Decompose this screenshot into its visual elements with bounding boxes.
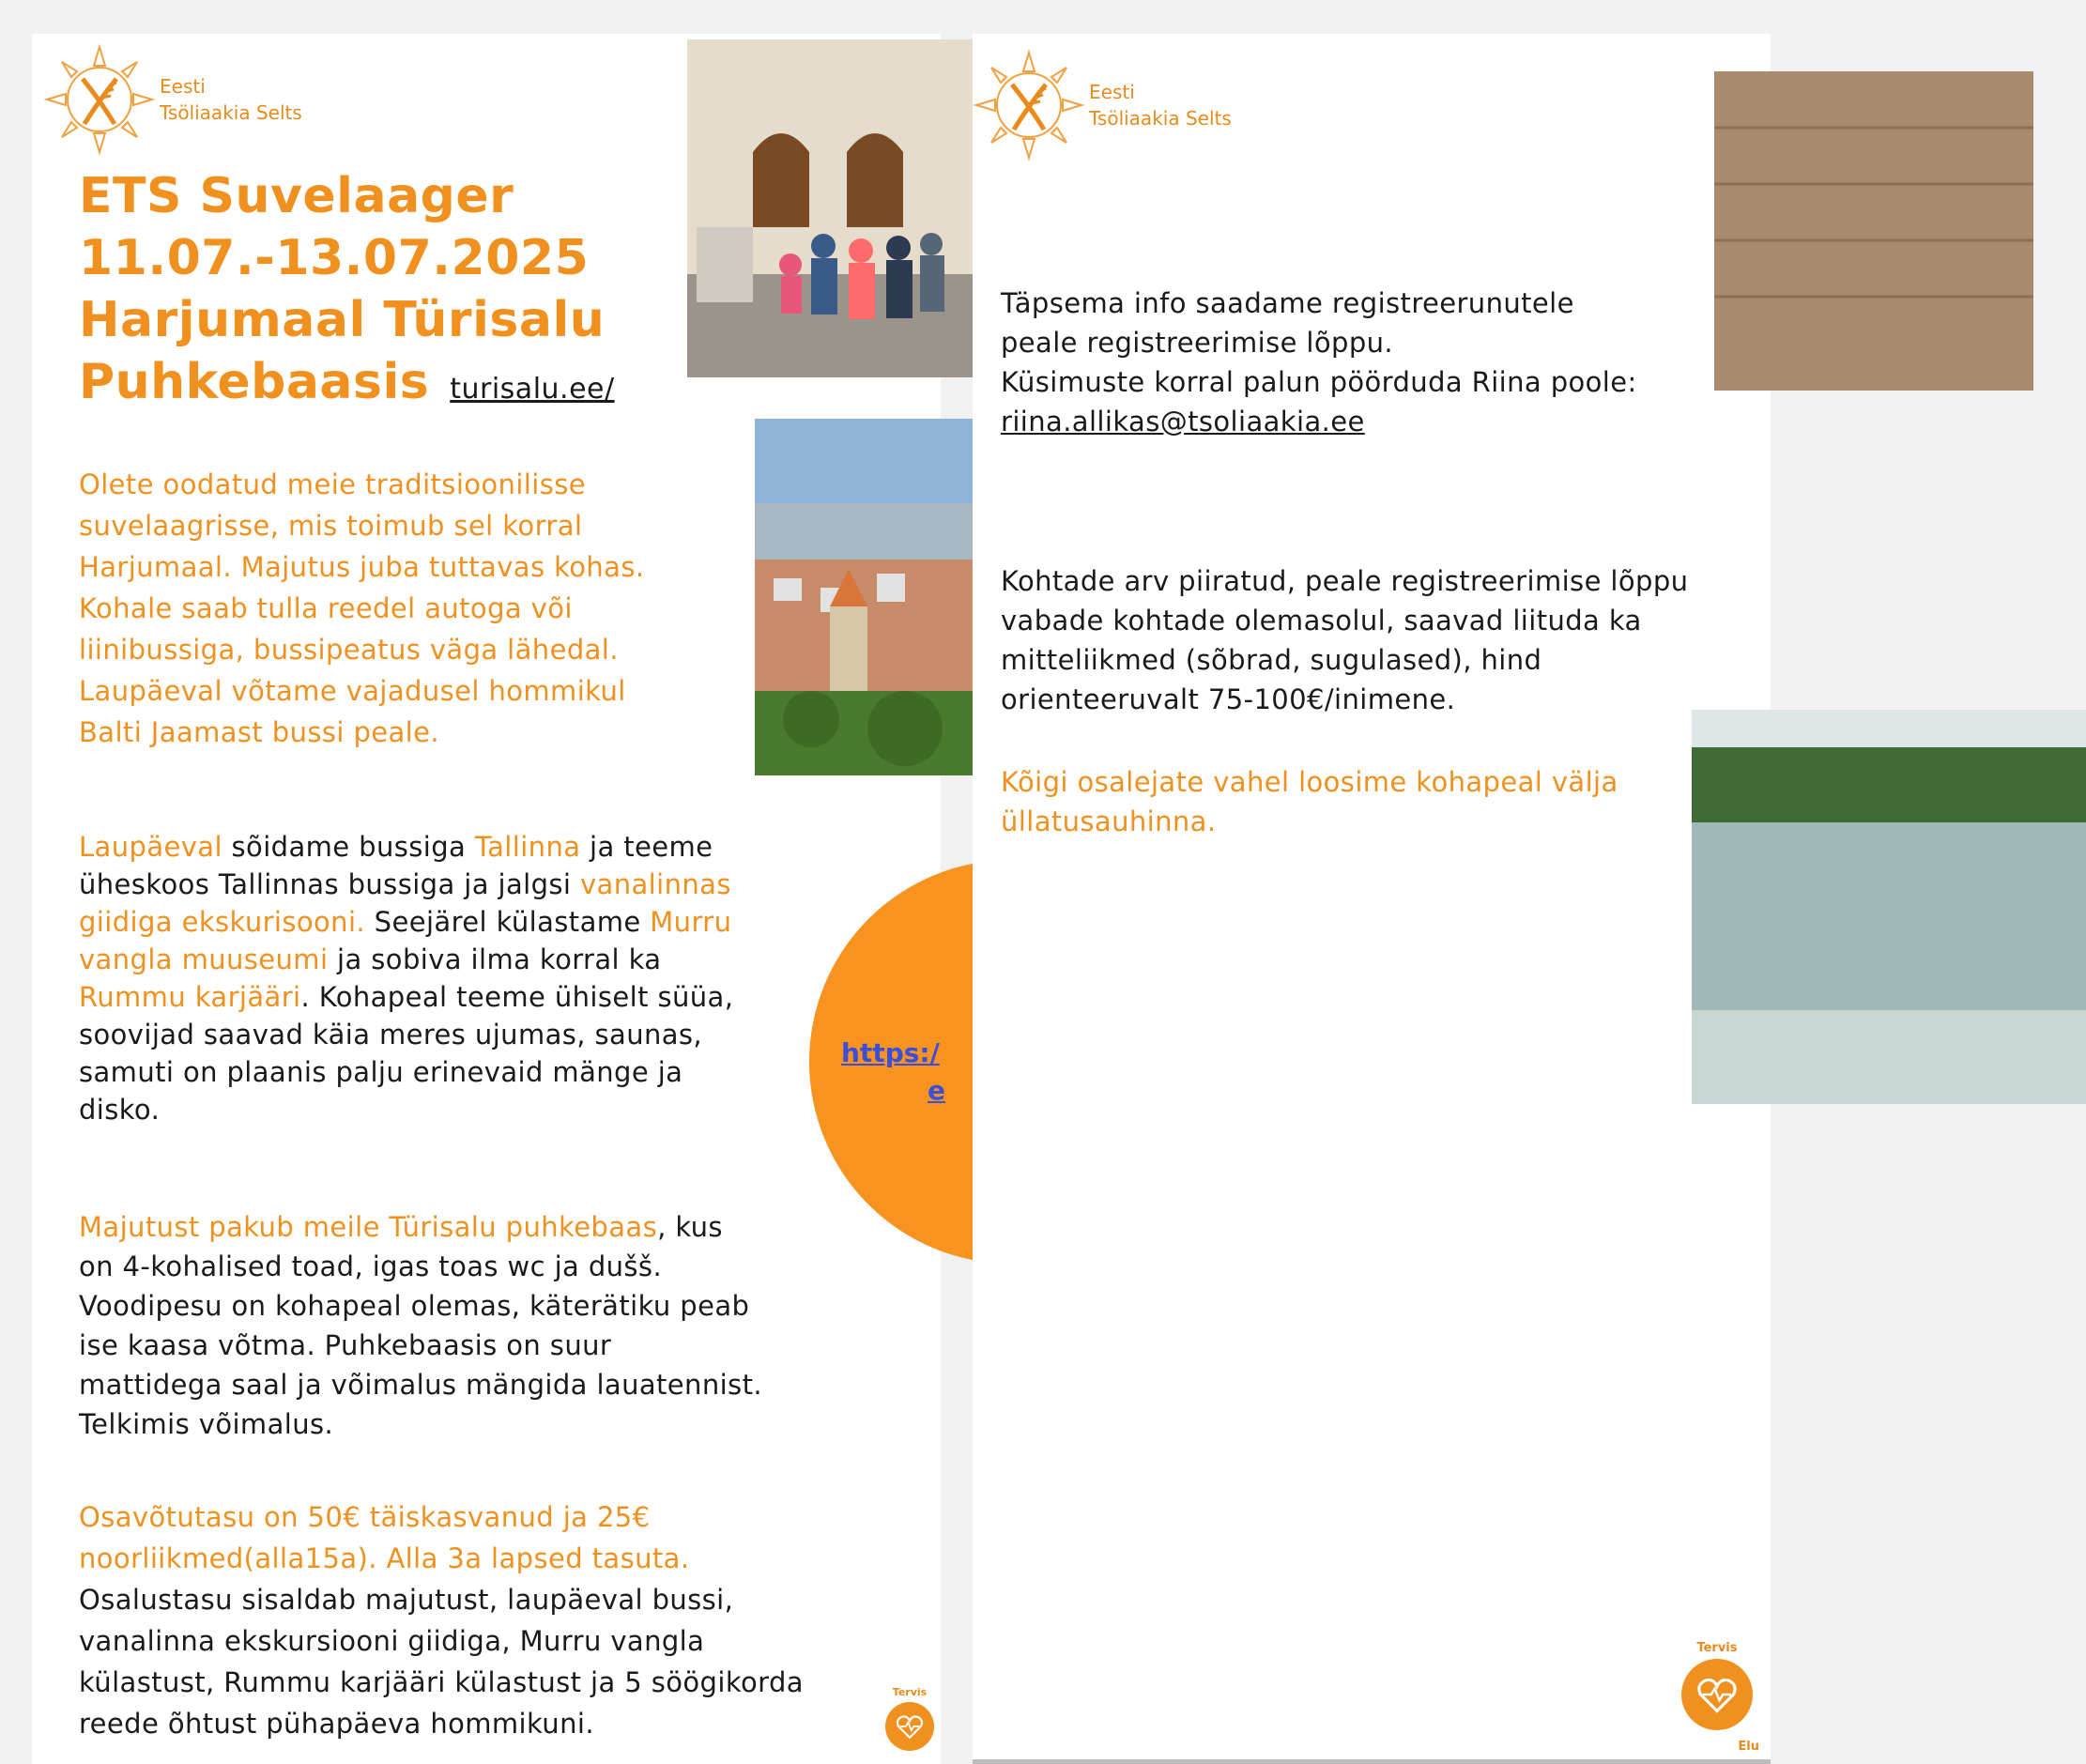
fee-detail-line: külastust, Rummu karjääri külastust ja 5 söögikorda: [79, 1666, 804, 1698]
title-line-1: ETS Suvelaager: [79, 168, 514, 224]
body-text: on 4-kohalised toad, igas toas wc ja dušš.: [79, 1250, 663, 1282]
info-line: Täpsema info saadame registreerunutele: [1001, 287, 1574, 319]
places-paragraph: [1001, 561, 1688, 719]
health-badge: [1675, 1641, 1759, 1754]
body-text: disko.: [79, 1094, 161, 1126]
places-line: Kohtade arv piiratud, peale registreerimise lõppu: [1001, 565, 1689, 597]
heart-icon: [885, 1702, 934, 1751]
highlight-text: Majutust pakub meile Türisalu puhkebaas: [79, 1211, 658, 1243]
title-line-3: Harjumaal Türisalu: [79, 292, 606, 348]
body-text: Telkimis võimalus.: [79, 1408, 334, 1440]
intro-line: Olete oodatud meie traditsioonilisse: [79, 468, 586, 500]
places-line: orienteeruvalt 75-100€/inimene.: [1001, 683, 1456, 715]
body-text: Voodipesu on kohapeal olemas, käterätiku peab: [79, 1290, 750, 1322]
quarry-lake-photo-icon: [1692, 710, 2086, 1104]
intro-line: Kohale saab tulla reedel autoga või: [79, 592, 573, 624]
raffle-paragraph: [1001, 762, 1618, 841]
intro-line: Balti Jaamast bussi peale.: [79, 716, 440, 748]
poster-page-right: [973, 34, 1771, 1764]
logo-line-2: Tsöliaakia Selts: [1089, 107, 1232, 130]
places-line: vabade kohtade olemasolul, saavad liituda ka: [1001, 605, 1642, 637]
website-link-line-2: e: [928, 1075, 945, 1106]
raffle-line: üllatusauhinna.: [1001, 805, 1217, 837]
logo-line-2: Tsöliaakia Selts: [160, 101, 302, 124]
title-line-4: Puhkebaasis: [79, 354, 430, 410]
fee-detail-line: reede õhtust pühapäeva hommikuni.: [79, 1708, 594, 1740]
highlight-text: giidiga ekskurisooni.: [79, 906, 366, 938]
badge-label: Tervis: [892, 1686, 928, 1698]
body-text: ja teeme: [580, 831, 713, 863]
info-line: peale registreerimise lõppu.: [1001, 327, 1394, 359]
intro-line: Laupäeval võtame vajadusel hommikul: [79, 675, 626, 707]
fee-detail-line: vanalinna ekskursiooni giidiga, Murru vangla: [79, 1625, 705, 1657]
title-line-2: 11.07.-13.07.2025: [79, 230, 590, 286]
sun-logo-icon: [973, 49, 1085, 161]
logo-line-1: Eesti: [160, 75, 206, 98]
intro-line: Harjumaal. Majutus juba tuttavas kohas.: [79, 551, 645, 583]
poster-title: [79, 165, 615, 421]
badge-label: Tervis: [1696, 1641, 1738, 1655]
highlight-text: Laupäeval: [79, 831, 222, 863]
website-link-line-1: https:/: [841, 1037, 940, 1068]
fee-line: Osavõtutasu on 50€ täiskasvanud ja 25€: [79, 1501, 651, 1533]
info-paragraph: [1001, 284, 1637, 441]
society-logo: [973, 49, 1232, 161]
body-text: sõidame bussiga: [222, 831, 475, 863]
body-text: üheskoos Tallinnas bussiga ja jalgsi: [79, 868, 580, 900]
accommodation-paragraph: [79, 1207, 762, 1444]
body-text: Seejärel külastame: [365, 906, 651, 938]
turisalu-link[interactable]: turisalu.ee/: [450, 373, 615, 406]
highlight-text: vangla muuseumi: [79, 943, 329, 975]
intro-paragraph: [79, 464, 644, 753]
wall-photo-circle: [1714, 71, 2033, 391]
raffle-line: Kõigi osalejate vahel loosime kohapeal välja: [1001, 766, 1618, 798]
health-badge: [877, 1686, 943, 1751]
body-text: samuti on plaanis palju erinevaid mänge ja: [79, 1056, 683, 1088]
highlight-text: Tallinna: [474, 831, 581, 863]
saturday-paragraph: [79, 828, 733, 1128]
fee-detail-line: Osalustasu sisaldab majutust, laupäeval bussi,: [79, 1584, 734, 1616]
website-link[interactable]: [841, 1035, 945, 1110]
body-text: , kus: [657, 1211, 723, 1243]
society-logo: [43, 43, 302, 156]
intro-line: liinibussiga, bussipeatus väga lähedal.: [79, 634, 619, 666]
body-text: soovijad saavad käia meres ujumas, saunas,: [79, 1019, 703, 1051]
fee-paragraph: [79, 1496, 804, 1744]
lake-photo-circle: [1692, 710, 2086, 1104]
intro-line: suvelaagrisse, mis toimub sel korral: [79, 510, 583, 542]
body-text: . Kohapeal teeme ühiselt süüa,: [300, 981, 734, 1013]
fee-line: noorliikmed(alla15a). Alla 3a lapsed tasuta.: [79, 1542, 690, 1574]
contact-email-link[interactable]: riina.allikas@tsoliaakia.ee: [1001, 406, 1365, 437]
highlight-text: vanalinnas: [579, 868, 731, 900]
body-text: ja sobiva ilma korral ka: [328, 943, 662, 975]
body-text: ise kaasa võtma. Puhkebaasis on suur: [79, 1329, 612, 1361]
heart-icon: [1681, 1659, 1753, 1730]
body-text: mattidega saal ja võimalus mängida lauatennist.: [79, 1369, 762, 1401]
stone-wall-photo-icon: [1714, 71, 2033, 391]
highlight-text: Rummu karjääri: [79, 981, 301, 1013]
highlight-text: Murru: [650, 906, 732, 938]
sun-logo-icon: [43, 43, 156, 156]
poster-page-left: [32, 34, 945, 1764]
places-line: mitteliikmed (sõbrad, sugulased), hind: [1001, 644, 1542, 676]
badge-sub-label: Elu: [1738, 1740, 1759, 1754]
logo-line-1: Eesti: [1089, 81, 1135, 103]
info-line: Küsimuste korral palun pöörduda Riina poole:: [1001, 366, 1637, 398]
